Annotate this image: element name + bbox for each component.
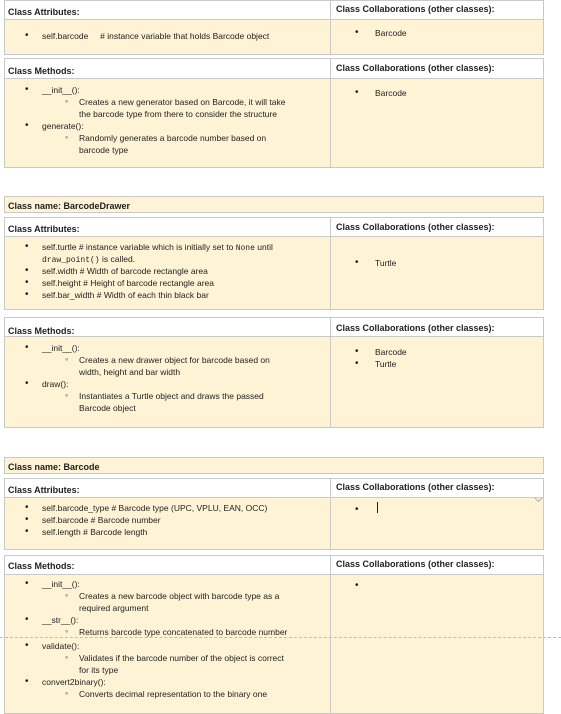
method-generate-desc-cont: barcode type [79,145,129,155]
methods-collab-label: Class Collaborations (other classes): [336,63,495,73]
methods-collab-bullet: • [355,580,359,591]
method-init-desc: ◦ Creates a new generator based on Barcode, it will take [79,97,285,107]
methods-collab-body-cell [330,574,544,714]
attribute-name: self.barcode [42,31,89,41]
attributes-label: Class Attributes: [8,7,80,17]
attributes-label: Class Attributes: [8,485,80,495]
attribute-turtle-cont [42,254,135,265]
attribute-turtle-text: self.turtle # instance variable which is initially set to [42,242,236,252]
methods-body-cell [4,78,331,168]
attributes-label: Class Attributes: [8,224,80,234]
methods-collab-item: • Barcode [375,88,407,98]
methods-collab-body-cell [330,78,544,168]
method-validate-desc-cont: for its type [79,665,119,675]
attribute-width: • self.width # Width of barcode rectangle area [42,266,208,276]
collab-header-cell [330,0,544,20]
method-validate-desc: ◦ Validates if the barcode number of the object is correct [79,653,284,663]
attribute-barcode-type: • self.barcode_type # Barcode type (UPC, VPLU, EAN, OCC) [42,503,267,513]
method-init-desc-cont: the barcode type from there to consider the structure [79,109,277,119]
collab-body-cell-editing[interactable] [330,497,544,550]
methods-header-cell [4,317,331,337]
method-generate: • generate(): [42,121,84,131]
class-name: Class name: BarcodeDrawer [8,201,131,211]
attribute-comment: # instance variable that holds Barcode object [100,31,270,41]
method-str: • __str__(): [42,615,78,625]
none-keyword: None [235,244,255,253]
methods-collab-header-cell [330,555,544,575]
method-convert2binary-desc: ◦ Converts decimal representation to the binary one [79,689,267,699]
collab-label: Class Collaborations (other classes): [336,482,495,492]
text-caret [377,502,378,513]
method-generate-desc: ◦ Randomly generates a barcode number based on [79,133,266,143]
collab-header-cell [330,478,544,498]
draw-point-code: draw_point() [42,256,100,265]
method-draw-desc: ◦ Instantiates a Turtle object and draws the passed [79,391,264,401]
chevron-down-icon[interactable] [534,497,543,503]
methods-collab-item: • Turtle [375,359,396,369]
page-break-line [0,637,561,638]
attribute-turtle-called: is called. [99,254,136,264]
method-init-desc: ◦ Creates a new drawer object for barcode based on [79,355,270,365]
collab-label: Class Collaborations (other classes): [336,4,495,14]
method-init: • __init__(): [42,579,80,589]
method-validate: • validate(): [42,641,79,651]
method-init: • __init__(): [42,343,80,353]
collab-bullet: • [355,504,359,515]
attribute-barcode: • self.barcode # Barcode number [42,515,161,525]
methods-header-cell [4,58,331,79]
attributes-body-cell [4,19,331,55]
collab-item: • Turtle [375,258,396,268]
attributes-header-cell [4,217,331,237]
methods-collab-header-cell [330,317,544,337]
collab-body-cell [330,236,544,310]
methods-collab-header-cell [330,58,544,79]
attribute-bar-width: • self.bar_width # Width of each thin black bar [42,290,209,300]
class-name-bar [4,457,544,474]
class-name: Class name: Barcode [8,462,100,472]
methods-body-cell [4,574,331,714]
collab-label: Class Collaborations (other classes): [336,222,495,232]
method-init-desc-cont: width, height and bar width [79,367,181,377]
attribute-item [42,31,269,41]
methods-header-cell [4,555,331,575]
methods-label: Class Methods: [8,66,75,76]
collab-header-cell [330,217,544,237]
methods-collab-label: Class Collaborations (other classes): [336,559,495,569]
attributes-header-cell [4,478,331,498]
method-init-desc-cont: required argument [79,603,149,613]
methods-body-cell [4,336,331,428]
collab-body-cell [330,19,544,55]
attributes-header-cell [4,0,331,20]
methods-label: Class Methods: [8,326,75,336]
methods-collab-item: • Barcode [375,347,407,357]
methods-label: Class Methods: [8,561,75,571]
attribute-turtle-until: until [254,242,273,252]
methods-collab-body-cell [330,336,544,428]
attributes-body-cell [4,236,331,310]
class-name-bar [4,196,544,213]
attribute-height: • self.height # Height of barcode rectangle area [42,278,214,288]
collab-item: • Barcode [375,28,407,38]
method-init: • __init__(): [42,85,80,95]
method-draw: • draw(): [42,379,68,389]
method-convert2binary: • convert2binary(): [42,677,106,687]
attributes-body-cell [4,497,331,550]
methods-collab-label: Class Collaborations (other classes): [336,323,495,333]
attribute-length: • self.length # Barcode length [42,527,147,537]
method-str-desc: ◦ Returns barcode type concatenated to barcode number [79,627,287,637]
method-draw-desc-cont: Barcode object [79,403,136,413]
method-init-desc: ◦ Creates a new barcode object with barcode type as a [79,591,279,601]
attribute-turtle [42,242,273,253]
